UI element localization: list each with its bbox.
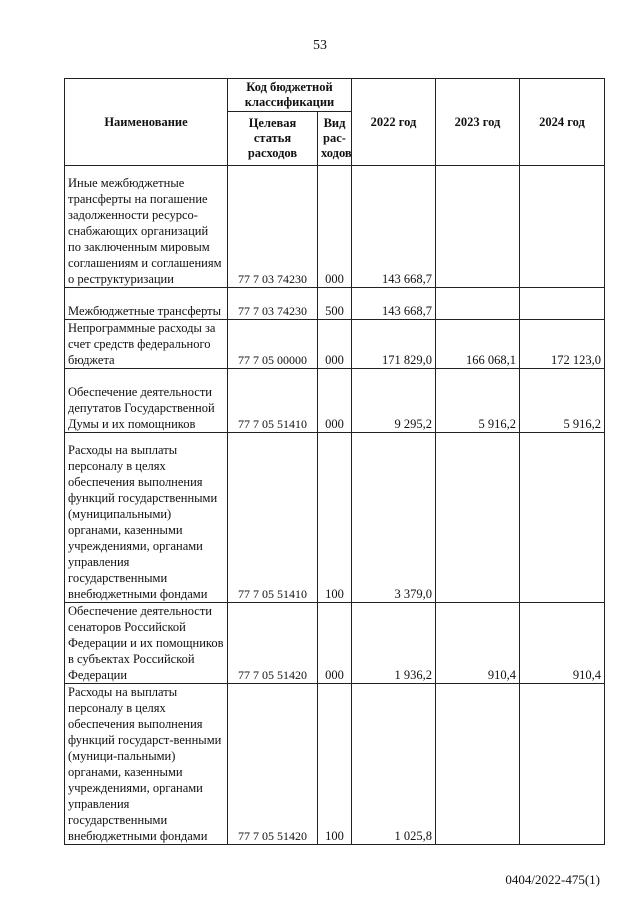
row-2022: 1 025,8 bbox=[352, 684, 436, 845]
row-kind: 100 bbox=[318, 684, 352, 845]
table-row bbox=[65, 684, 605, 845]
row-2024 bbox=[520, 166, 605, 288]
row-name: Непрограммные расходы за счет средств федерального бюджета bbox=[65, 320, 228, 369]
row-2023 bbox=[436, 166, 520, 288]
row-2022: 143 668,7 bbox=[352, 166, 436, 288]
table-row bbox=[65, 433, 605, 603]
row-2022: 3 379,0 bbox=[352, 433, 436, 603]
header-2023: 2023 год bbox=[436, 79, 520, 166]
table-row bbox=[65, 603, 605, 684]
row-kind: 100 bbox=[318, 433, 352, 603]
table-row bbox=[65, 288, 605, 320]
row-code: 77 7 05 51420 bbox=[228, 684, 318, 845]
row-kind: 000 bbox=[318, 320, 352, 369]
row-2024 bbox=[520, 433, 605, 603]
row-2022: 143 668,7 bbox=[352, 288, 436, 320]
row-name: Расходы на выплаты персоналу в целях обеспечения выполнения функций государственными (муниципальными) органами, казенными учреждениями, органами управления государственными внебюджетными фондами bbox=[65, 433, 228, 603]
header-2022: 2022 год bbox=[352, 79, 436, 166]
table-row bbox=[65, 320, 605, 369]
row-2023: 5 916,2 bbox=[436, 369, 520, 433]
row-code: 77 7 05 51420 bbox=[228, 603, 318, 684]
row-name: Обеспечение деятельности депутатов Государственной Думы и их помощников bbox=[65, 369, 228, 433]
row-2024: 910,4 bbox=[520, 603, 605, 684]
row-2024: 172 123,0 bbox=[520, 320, 605, 369]
row-kind: 000 bbox=[318, 603, 352, 684]
row-kind: 500 bbox=[318, 288, 352, 320]
row-name: Расходы на выплаты персоналу в целях обеспечения выполнения функций государст-венными (муници-пальными) органами, казенными учреждениями, органами управления государственными внебюджетными фондами bbox=[65, 684, 228, 845]
row-2022: 171 829,0 bbox=[352, 320, 436, 369]
row-code: 77 7 03 74230 bbox=[228, 288, 318, 320]
row-name: Обеспечение деятельности сенаторов Российской Федерации и их помощников в субъектах Российской Федерации bbox=[65, 603, 228, 684]
document-number: 0404/2022-475(1) bbox=[505, 872, 600, 887]
row-kind: 000 bbox=[318, 166, 352, 288]
row-code: 77 7 05 51410 bbox=[228, 433, 318, 603]
row-name: Межбюджетные трансферты bbox=[65, 288, 228, 320]
row-2023 bbox=[436, 684, 520, 845]
row-2022: 1 936,2 bbox=[352, 603, 436, 684]
row-2022: 9 295,2 bbox=[352, 369, 436, 433]
budget-table bbox=[64, 78, 605, 845]
row-2024 bbox=[520, 288, 605, 320]
row-2023 bbox=[436, 288, 520, 320]
row-2024 bbox=[520, 684, 605, 845]
header-code-group: Код бюджетной классификации bbox=[228, 79, 352, 112]
row-2023 bbox=[436, 433, 520, 603]
header-row-top bbox=[65, 79, 605, 112]
row-kind: 000 bbox=[318, 369, 352, 433]
row-2023: 910,4 bbox=[436, 603, 520, 684]
header-expense-type: Вид рас-ходов bbox=[318, 112, 352, 166]
header-target-article: Целевая статья расходов bbox=[228, 112, 318, 166]
row-code: 77 7 03 74230 bbox=[228, 166, 318, 288]
header-2024: 2024 год bbox=[520, 79, 605, 166]
row-code: 77 7 05 51410 bbox=[228, 369, 318, 433]
row-2023: 166 068,1 bbox=[436, 320, 520, 369]
table-row bbox=[65, 369, 605, 433]
row-code: 77 7 05 00000 bbox=[228, 320, 318, 369]
row-name: Иные межбюджетные трансферты на погашение задолженности ресурсо-снабжающих организаций по заключенным мировым соглашениям и соглашениям о реструктуризации bbox=[65, 166, 228, 288]
page-number: 53 bbox=[313, 38, 327, 53]
row-2024: 5 916,2 bbox=[520, 369, 605, 433]
header-name: Наименование bbox=[65, 79, 228, 166]
table-row bbox=[65, 166, 605, 288]
